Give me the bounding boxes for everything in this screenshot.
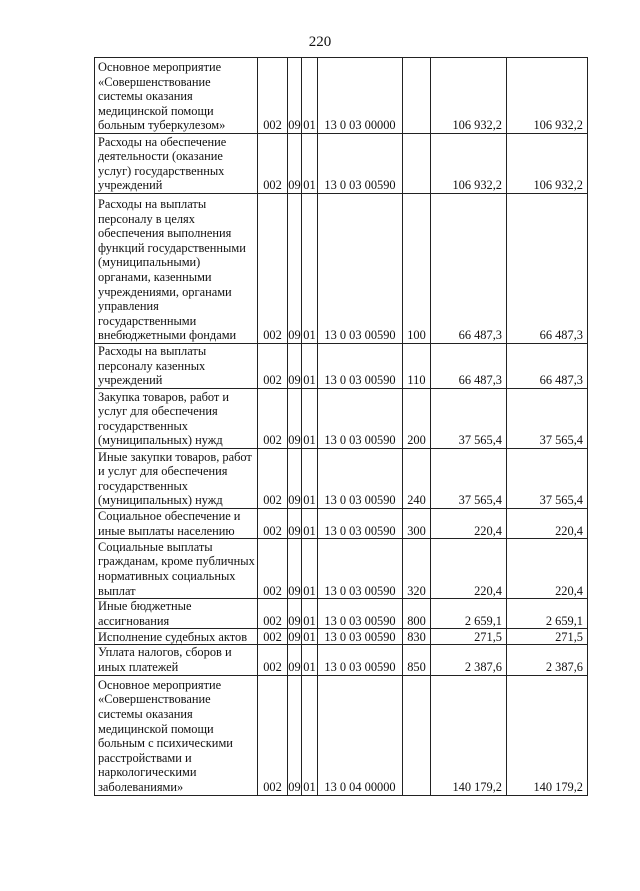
cell-expense-type: 200 xyxy=(403,389,431,449)
cell-subsection: 01 xyxy=(302,194,318,344)
cell-subsection: 01 xyxy=(302,389,318,449)
cell-amount-1: 66 487,3 xyxy=(431,344,507,389)
cell-section: 09 xyxy=(288,134,302,194)
cell-name: Расходы на выплаты персоналу казенных учреждений xyxy=(95,344,258,389)
cell-section: 09 xyxy=(288,599,302,629)
table-row xyxy=(95,675,588,795)
cell-name: Расходы на выплаты персоналу в целях обеспечения выполнения функций государственными (муниципальными) органами, казенными учреждениями, органами управления государственными внебюджетными фондами xyxy=(95,194,258,344)
cell-section: 09 xyxy=(288,539,302,599)
cell-amount-2: 271,5 xyxy=(507,629,588,645)
cell-ministry: 002 xyxy=(258,629,288,645)
cell-expense-type: 320 xyxy=(403,539,431,599)
table-row xyxy=(95,134,588,194)
cell-target-code: 13 0 03 00590 xyxy=(318,134,403,194)
cell-section: 09 xyxy=(288,58,302,134)
cell-target-code: 13 0 03 00000 xyxy=(318,58,403,134)
cell-target-code: 13 0 03 00590 xyxy=(318,645,403,675)
cell-section: 09 xyxy=(288,389,302,449)
cell-ministry: 002 xyxy=(258,509,288,539)
cell-ministry: 002 xyxy=(258,134,288,194)
cell-ministry: 002 xyxy=(258,58,288,134)
cell-amount-2: 37 565,4 xyxy=(507,449,588,509)
cell-section: 09 xyxy=(288,344,302,389)
cell-amount-1: 271,5 xyxy=(431,629,507,645)
table-row xyxy=(95,645,588,675)
cell-target-code: 13 0 03 00590 xyxy=(318,449,403,509)
cell-amount-1: 140 179,2 xyxy=(431,675,507,795)
cell-target-code: 13 0 03 00590 xyxy=(318,344,403,389)
cell-name: Социальное обеспечение и иные выплаты населению xyxy=(95,509,258,539)
cell-amount-1: 2 659,1 xyxy=(431,599,507,629)
cell-name: Основное мероприятие «Совершенствование системы оказания медицинской помощи больным туберкулезом» xyxy=(95,58,258,134)
cell-expense-type: 240 xyxy=(403,449,431,509)
cell-amount-1: 2 387,6 xyxy=(431,645,507,675)
cell-subsection: 01 xyxy=(302,675,318,795)
cell-target-code: 13 0 03 00590 xyxy=(318,509,403,539)
cell-ministry: 002 xyxy=(258,539,288,599)
cell-name: Исполнение судебных актов xyxy=(95,629,258,645)
cell-subsection: 01 xyxy=(302,645,318,675)
cell-name: Иные закупки товаров, работ и услуг для обеспечения государственных (муниципальных) нужд xyxy=(95,449,258,509)
table-row xyxy=(95,58,588,134)
cell-ministry: 002 xyxy=(258,645,288,675)
cell-amount-2: 106 932,2 xyxy=(507,58,588,134)
cell-target-code: 13 0 03 00590 xyxy=(318,389,403,449)
cell-amount-1: 106 932,2 xyxy=(431,134,507,194)
budget-table xyxy=(94,57,588,796)
page-number: 220 xyxy=(308,34,332,50)
cell-expense-type xyxy=(403,675,431,795)
cell-subsection: 01 xyxy=(302,539,318,599)
cell-section: 09 xyxy=(288,194,302,344)
cell-name: Социальные выплаты гражданам, кроме публичных нормативных социальных выплат xyxy=(95,539,258,599)
cell-name: Закупка товаров, работ и услуг для обеспечения государственных (муниципальных) нужд xyxy=(95,389,258,449)
cell-amount-1: 220,4 xyxy=(431,509,507,539)
cell-ministry: 002 xyxy=(258,344,288,389)
cell-ministry: 002 xyxy=(258,389,288,449)
cell-expense-type: 300 xyxy=(403,509,431,539)
cell-amount-1: 37 565,4 xyxy=(431,449,507,509)
cell-amount-1: 37 565,4 xyxy=(431,389,507,449)
table-row xyxy=(95,449,588,509)
cell-expense-type: 110 xyxy=(403,344,431,389)
cell-name: Основное мероприятие «Совершенствование системы оказания медицинской помощи больным с психическими расстройствами и наркологическими заболеваниями» xyxy=(95,675,258,795)
table-row xyxy=(95,509,588,539)
cell-section: 09 xyxy=(288,675,302,795)
cell-name: Иные бюджетные ассигнования xyxy=(95,599,258,629)
cell-amount-2: 140 179,2 xyxy=(507,675,588,795)
cell-section: 09 xyxy=(288,629,301,644)
cell-amount-1: 106 932,2 xyxy=(431,58,507,134)
table-row xyxy=(95,344,588,389)
cell-target-code: 13 0 03 00590 xyxy=(318,194,403,344)
cell-amount-1: 220,4 xyxy=(431,539,507,599)
cell-ministry: 002 xyxy=(258,194,288,344)
cell-ministry: 002 xyxy=(258,599,288,629)
cell-ministry: 002 xyxy=(258,449,288,509)
table-row xyxy=(95,194,588,344)
table-row xyxy=(95,599,588,629)
cell-expense-type: 830 xyxy=(403,629,431,645)
cell-section: 09 xyxy=(288,645,302,675)
cell-target-code: 13 0 04 00000 xyxy=(318,675,403,795)
cell-subsection: 01 xyxy=(302,599,318,629)
cell-ministry: 002 xyxy=(258,675,288,795)
cell-expense-type: 100 xyxy=(403,194,431,344)
cell-amount-2: 37 565,4 xyxy=(507,389,588,449)
cell-amount-2: 220,4 xyxy=(507,509,588,539)
table-row xyxy=(95,539,588,599)
cell-subsection: 01 xyxy=(302,344,318,389)
cell-subsection: 01 xyxy=(303,629,316,644)
cell-amount-2: 2 387,6 xyxy=(507,645,588,675)
cell-expense-type: 800 xyxy=(403,599,431,629)
cell-target-code: 13 0 03 00590 xyxy=(318,629,403,645)
cell-amount-2: 66 487,3 xyxy=(507,194,588,344)
cell-target-code: 13 0 03 00590 xyxy=(318,539,403,599)
cell-name: Расходы на обеспечение деятельности (оказание услуг) государственных учреждений xyxy=(95,134,258,194)
cell-section: 09 xyxy=(288,449,302,509)
cell-amount-2: 220,4 xyxy=(507,539,588,599)
cell-subsection: 01 xyxy=(302,449,318,509)
cell-expense-type xyxy=(403,58,431,134)
cell-subsection: 01 xyxy=(302,58,318,134)
cell-name: Уплата налогов, сборов и иных платежей xyxy=(95,645,258,675)
cell-amount-2: 2 659,1 xyxy=(507,599,588,629)
cell-amount-1: 66 487,3 xyxy=(431,194,507,344)
cell-subsection: 01 xyxy=(302,509,318,539)
cell-subsection: 01 xyxy=(302,134,318,194)
cell-expense-type: 850 xyxy=(403,645,431,675)
cell-section: 09 xyxy=(288,509,302,539)
table-row xyxy=(95,389,588,449)
table-row xyxy=(95,629,588,645)
cell-target-code: 13 0 03 00590 xyxy=(318,599,403,629)
cell-amount-2: 106 932,2 xyxy=(507,134,588,194)
cell-amount-2: 66 487,3 xyxy=(507,344,588,389)
cell-expense-type xyxy=(403,134,431,194)
